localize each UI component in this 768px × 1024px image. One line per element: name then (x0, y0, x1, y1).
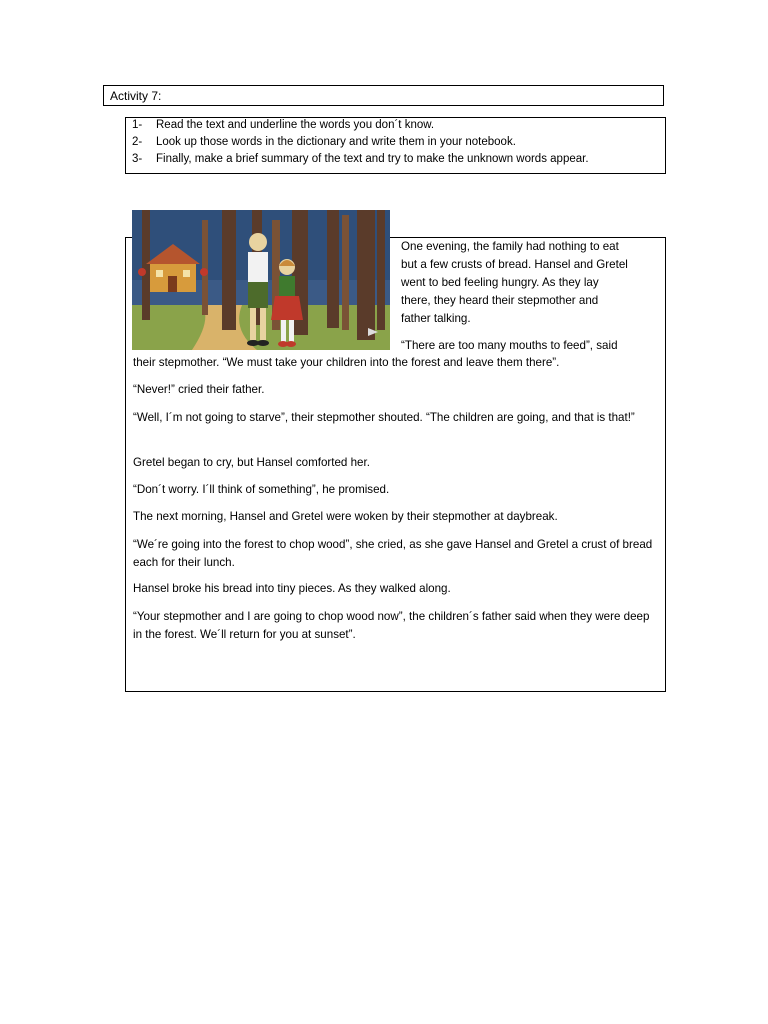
instruction-text: Read the text and underline the words you don´t know. (156, 119, 435, 131)
story-line: father talking. (401, 312, 471, 325)
instruction-number: 3- (132, 153, 143, 165)
activity-title-box (103, 85, 664, 106)
activity-title: Activity 7: (110, 89, 162, 103)
story-line: “There are too many mouths to feed”, said (401, 339, 618, 352)
story-paragraph: “Well, I´m not going to starve”, their stepmother shouted. “The children are going, and that is that!” (133, 411, 635, 424)
instruction-text: Finally, make a brief summary of the text and try to make the unknown words appear. (156, 153, 589, 165)
story-line: One evening, the family had nothing to eat (401, 240, 619, 253)
story-paragraph: The next morning, Hansel and Gretel were woken by their stepmother at daybreak. (133, 510, 558, 523)
story-line: but a few crusts of bread. Hansel and Gretel (401, 258, 628, 271)
instruction-text: Look up those words in the dictionary and write them in your notebook. (156, 136, 516, 148)
story-paragraph: Hansel broke his bread into tiny pieces. As they walked along. (133, 582, 451, 595)
story-paragraph: “Your stepmother and I are going to chop wood now”, the children´s father said when they were deep in the forest. We´ll return for you at sunset”. (133, 610, 650, 641)
story-paragraph: “Don´t worry. I´ll think of something”, he promised. (133, 483, 390, 496)
instruction-item (132, 136, 516, 152)
instruction-item (132, 153, 589, 169)
instruction-number: 1- (132, 119, 143, 131)
instruction-item (132, 119, 434, 135)
story-paragraph: “We´re going into the forest to chop wood”, she cried, as she gave Hansel and Gretel a crust of bread each for their lunch. (133, 538, 653, 569)
story-line: went to bed feeling hungry. As they lay (401, 276, 599, 289)
story-paragraph: Gretel began to cry, but Hansel comforted her. (133, 456, 370, 469)
story-paragraph (401, 238, 661, 328)
story-line: their stepmother. “We must take your children into the forest and leave them there”. (133, 356, 560, 369)
story-line: there, they heard their stepmother and (401, 294, 599, 307)
instruction-number: 2- (132, 136, 143, 148)
story-paragraph: “Never!” cried their father. (133, 383, 265, 396)
hansel-gretel-illustration (132, 210, 390, 350)
instructions-box (125, 117, 666, 174)
